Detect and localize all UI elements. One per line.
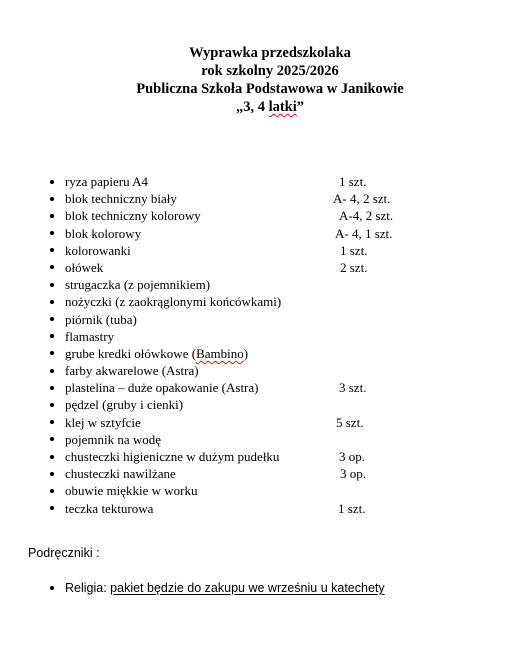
item-quantity: 2 szt. <box>340 259 368 275</box>
bullet-icon <box>50 283 54 287</box>
bullet-icon <box>50 403 54 407</box>
textbook-note: pakiet będzie do zakupu we wrześniu u katechety <box>110 581 385 595</box>
bullet-icon <box>50 586 54 590</box>
list-item <box>46 173 466 190</box>
list-item <box>46 328 466 345</box>
list-item <box>46 500 466 517</box>
bullet-icon <box>50 455 54 459</box>
item-quantity: 5 szt. <box>336 414 364 430</box>
header-age-group <box>34 98 506 116</box>
bullet-icon <box>50 231 54 235</box>
item-quantity: 1 szt. <box>340 242 368 258</box>
bullet-icon <box>50 437 54 441</box>
bullet-icon <box>50 265 54 269</box>
item-name: ryza papieru A4 <box>65 174 149 189</box>
item-quantity: 3 szt. <box>339 380 367 396</box>
list-item <box>46 225 466 242</box>
item-name: pojemnik na wodę <box>65 431 162 447</box>
item-quantity: A-4, 2 szt. <box>339 208 394 224</box>
item-name: blok kolorowy <box>65 225 142 241</box>
item-name: piórnik (tuba) <box>65 311 137 327</box>
list-item <box>46 379 466 396</box>
item-name: chusteczki nawilżane <box>65 466 176 482</box>
bullet-icon <box>50 472 54 476</box>
item-name: klej w sztyfcie <box>65 414 141 430</box>
list-item <box>46 431 466 448</box>
list-item <box>46 362 466 379</box>
list-item <box>46 465 466 482</box>
document-header <box>0 44 506 116</box>
bullet-icon <box>50 317 54 321</box>
list-item <box>46 242 466 259</box>
list-item <box>46 259 466 276</box>
age-group-prefix: „3, 4 <box>235 99 269 115</box>
item-name-text: grube kredki ołówkowe (Bambino) <box>65 345 249 361</box>
bullet-icon <box>50 180 54 184</box>
header-school-name: Publiczna Szkoła Podstawowa w Janikowie <box>136 81 404 97</box>
item-name: chusteczki higieniczne w dużym pudełku <box>65 449 280 464</box>
bullet-icon <box>50 334 54 338</box>
header-school-year: rok szkolny 2025/2026 <box>201 63 339 79</box>
textbook-subject: Religia: <box>65 581 111 595</box>
list-item <box>46 207 466 224</box>
bullet-icon <box>50 489 54 493</box>
item-name: strugaczka (z pojemnikiem) <box>65 277 211 293</box>
item-name: farby akwarelowe (Astra) <box>65 363 199 379</box>
item-quantity: 1 szt. <box>338 500 366 516</box>
list-item <box>46 448 466 465</box>
item-name: kolorowanki <box>65 242 131 258</box>
bullet-icon <box>50 248 54 252</box>
item-name: pędzel (gruby i cienki) <box>65 397 184 413</box>
bullet-icon <box>50 386 54 390</box>
item-name: blok techniczny biały <box>65 191 177 207</box>
textbook-item-text <box>65 580 385 596</box>
item-name: blok techniczny kolorowy <box>65 208 201 224</box>
item-name: nożyczki (z zaokrąglonymi końcówkami) <box>65 294 282 310</box>
item-quantity: 3 op. <box>339 449 365 464</box>
list-item <box>46 414 466 431</box>
supply-list <box>46 173 466 517</box>
item-quantity: A- 4, 2 szt. <box>333 191 391 207</box>
list-item <box>46 345 466 362</box>
spellcheck-word: Bambino <box>196 345 244 361</box>
list-item <box>46 276 466 293</box>
item-name: flamastry <box>65 328 115 344</box>
bullet-icon <box>50 506 54 510</box>
age-group-word: latki <box>268 99 297 115</box>
item-name: teczka tekturowa <box>65 500 154 516</box>
item-name <box>65 345 248 362</box>
item-quantity: 1 szt. <box>339 174 367 189</box>
list-item <box>46 396 466 413</box>
bullet-icon <box>50 420 54 424</box>
list-item <box>46 293 466 310</box>
bullet-icon <box>50 214 54 218</box>
bullet-icon <box>50 351 54 355</box>
bullet-icon <box>50 300 54 304</box>
list-item <box>46 482 466 499</box>
item-quantity: 3 op. <box>340 466 366 482</box>
item-name: ołówek <box>65 259 104 275</box>
bullet-icon <box>50 197 54 201</box>
bullet-icon <box>50 369 54 373</box>
item-name: plastelina – duże opakowanie (Astra) <box>65 380 259 396</box>
list-item <box>46 311 466 328</box>
header-title: Wyprawka przedszkolaka <box>189 45 351 61</box>
item-name: obuwie miękkie w worku <box>65 483 198 499</box>
age-group-suffix: ” <box>296 99 305 115</box>
textbooks-label: Podręczniki : <box>28 546 100 560</box>
list-item <box>46 190 466 207</box>
item-quantity: A- 4, 1 szt. <box>335 225 393 241</box>
